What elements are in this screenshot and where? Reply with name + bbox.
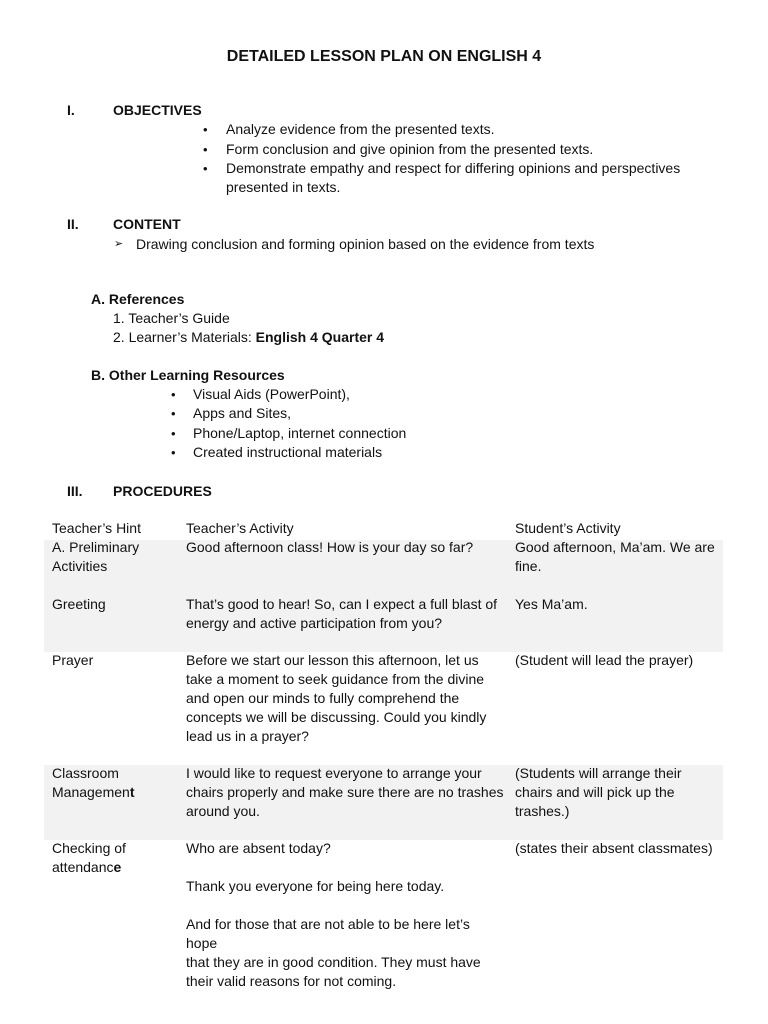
table-cell-student [515, 764, 720, 821]
cell-line: Activities [52, 558, 108, 574]
cell-line: Classroom [52, 765, 119, 781]
objective-item: Analyze evidence from the presented texts. [226, 121, 495, 137]
cell-line: Thank you everyone for being here today. [186, 878, 445, 894]
cell-line: Before we start our lesson this afternoon, let us [186, 652, 479, 668]
procedures-heading: PROCEDURES [113, 483, 212, 499]
cell-line: fine. [515, 558, 542, 574]
objective-item-continued: presented in texts. [226, 179, 341, 195]
cell-line: and open our minds to fully comprehend the [186, 690, 460, 706]
cell-line: (Students will arrange their [515, 765, 682, 781]
cell-line: Who are absent today? [186, 840, 331, 856]
objectives-number: I. [67, 102, 75, 118]
table-cell-teacher [186, 651, 504, 746]
bullet-icon: • [171, 445, 176, 460]
cell-line: Greeting [52, 596, 106, 612]
cell-line: that they are in good condition. They must have [186, 954, 481, 970]
procedures-number: III. [67, 483, 83, 499]
other-resources-heading: B. Other Learning Resources [91, 367, 285, 383]
cell-line: lead us in a prayer? [186, 728, 309, 744]
table-cell-teacher [186, 839, 504, 991]
objective-item: Form conclusion and give opinion from the presented texts. [226, 141, 594, 157]
cell-line: Yes Ma’am. [515, 596, 588, 612]
resource-item: Apps and Sites, [193, 405, 292, 421]
cell-line: energy and active participation from you? [186, 615, 443, 631]
table-header-teacher: Teacher’s Activity [186, 520, 294, 536]
cell-line: attendanc [52, 859, 114, 875]
content-number: II. [67, 216, 79, 232]
cell-line: (Student will lead the prayer) [515, 652, 694, 668]
table-header-student: Student’s Activity [515, 520, 621, 536]
table-cell-teacher [186, 595, 504, 633]
cell-line: Checking of [52, 840, 126, 856]
table-cell-hint [52, 651, 177, 670]
content-heading: CONTENT [113, 216, 181, 232]
table-cell-hint [52, 538, 177, 576]
bullet-icon: • [203, 161, 208, 176]
table-cell-hint [52, 839, 177, 877]
cell-line: And for those that are not able to be here let’s hope [186, 916, 470, 951]
cell-line: Prayer [52, 652, 94, 668]
bullet-icon: • [171, 426, 176, 441]
table-cell-student [515, 595, 720, 614]
cell-line: chairs properly and make sure there are no trashes [186, 784, 504, 800]
reference-item-title: English 4 Quarter 4 [255, 329, 385, 345]
cell-line: Good afternoon class! How is your day so far? [186, 539, 474, 555]
table-cell-student [515, 651, 720, 670]
cell-line: take a moment to seek guidance from the divine [186, 671, 485, 687]
arrow-bullet-icon: ➢ [114, 238, 124, 250]
cell-line: Good afternoon, Ma’am. We are [515, 539, 715, 555]
cell-line: concepts we will be discussing. Could you kindly [186, 709, 487, 725]
table-cell-hint [52, 595, 177, 614]
reference-item-label: 2. Learner’s Materials: [113, 329, 256, 345]
cell-line-bold-end: t [129, 784, 135, 800]
bullet-icon: • [171, 387, 176, 402]
references-heading: A. References [91, 291, 185, 307]
cell-line: (states their absent classmates) [515, 840, 713, 856]
bullet-icon: • [203, 122, 208, 137]
table-cell-hint [52, 764, 177, 802]
resource-item: Created instructional materials [193, 444, 383, 460]
content-item: Drawing conclusion and forming opinion based on the evidence from texts [136, 236, 595, 252]
cell-line: trashes.) [515, 803, 570, 819]
table-cell-student [515, 839, 720, 858]
objective-item: Demonstrate empathy and respect for differing opinions and perspectives [226, 160, 681, 176]
objectives-heading: OBJECTIVES [113, 102, 202, 118]
bullet-icon: • [171, 406, 176, 421]
bullet-icon: • [203, 142, 208, 157]
cell-line-bold-end: e [113, 859, 122, 875]
table-cell-student [515, 538, 720, 576]
cell-line: Managemen [52, 784, 130, 800]
resource-item: Visual Aids (PowerPoint), [193, 386, 350, 402]
cell-line: around you. [186, 803, 260, 819]
cell-line: chairs and will pick up the [515, 784, 675, 800]
table-header-hint: Teacher’s Hint [52, 520, 141, 536]
cell-line: That’s good to hear! So, can I expect a full blast of [186, 596, 498, 612]
cell-line: their valid reasons for not coming. [186, 973, 397, 989]
cell-line: I would like to request everyone to arrange your [186, 765, 482, 781]
table-cell-teacher [186, 764, 504, 821]
reference-item: 1. Teacher’s Guide [113, 310, 230, 326]
table-cell-teacher [186, 538, 504, 557]
cell-line: A. Preliminary [52, 539, 140, 555]
reference-item [113, 328, 384, 347]
resource-item: Phone/Laptop, internet connection [193, 425, 407, 441]
document-title: DETAILED LESSON PLAN ON ENGLISH 4 [226, 48, 542, 65]
